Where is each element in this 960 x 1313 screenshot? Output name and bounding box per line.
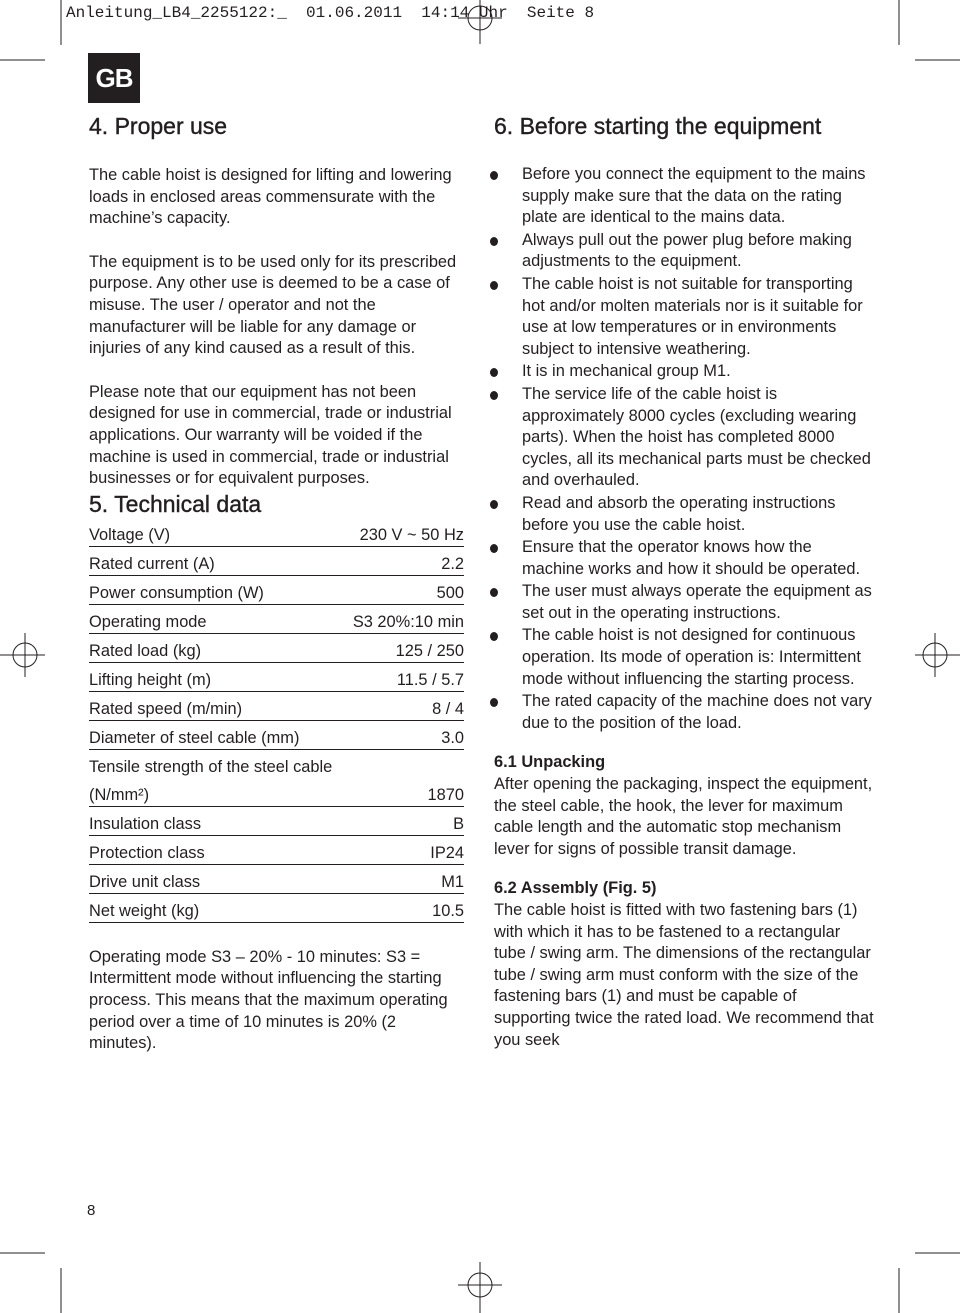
spec-value: S3 20%:10 min	[352, 612, 464, 631]
spec-row	[89, 750, 464, 778]
spec-label: Operating mode	[89, 612, 207, 631]
spec-value: 10.5	[432, 901, 464, 920]
spec-value: IP24	[430, 843, 464, 862]
spec-value: 11.5 / 5.7	[396, 670, 464, 689]
unpacking-title: 6.1 Unpacking	[494, 753, 606, 772]
spec-row	[89, 836, 464, 865]
unpacking-text: After opening the packaging, inspect the equipment, the steel cable, the hook, the lever for maximum cable length and the automatic stop mechanism lever for signs of possible transit damage.	[494, 775, 873, 858]
bullet-icon	[490, 544, 498, 553]
bullet-text: It is in mechanical group M1.	[522, 362, 731, 381]
spec-label: Voltage (V)	[89, 525, 171, 544]
section-4-title: 4. Proper use	[89, 113, 228, 139]
spec-value: 3.0	[441, 728, 464, 747]
bullet-icon	[490, 698, 498, 707]
spec-value: 230 V ~ 50 Hz	[359, 525, 464, 544]
registration-mark-left	[0, 633, 45, 677]
bullet-icon	[490, 632, 498, 641]
list-item	[494, 361, 874, 383]
spec-row	[89, 692, 464, 721]
list-item	[494, 493, 874, 536]
list-item	[494, 384, 874, 492]
page-number: 8	[87, 1202, 96, 1219]
spec-row	[89, 721, 464, 750]
spec-value: B	[453, 814, 464, 833]
spec-row	[89, 778, 464, 807]
spec-row	[89, 576, 464, 605]
list-item	[494, 625, 874, 690]
assembly-text: The cable hoist is fitted with two fastening bars (1) with which it has to be fastened to a rectangular tube / swing arm. The dimensions of the rectangular tube / swing arm must conform with the size of the fastening bars (1) and must be capable of supporting twice the rated load. We recommend that you seek	[494, 901, 874, 1049]
proper-use-paragraph-1: The cable hoist is designed for lifting and lowering loads in enclosed areas commensurate with the machine’s capacity.	[89, 166, 452, 228]
spec-value: M1	[441, 872, 464, 891]
bullet-text: The cable hoist is not suitable for transporting hot and/or molten materials nor is it suitable for use at low temperatures or in environments subject to intensive weathering.	[522, 274, 863, 358]
bullet-icon	[490, 588, 498, 597]
bullet-icon	[490, 500, 498, 509]
list-item	[494, 274, 874, 360]
spec-value: 2.2	[441, 554, 464, 573]
spec-value: 8 / 4	[432, 699, 464, 718]
bullet-icon	[490, 391, 498, 400]
spec-label: (N/mm²)	[89, 785, 150, 804]
spec-row	[89, 605, 464, 634]
spec-label: Tensile strength of the steel cable	[89, 757, 333, 776]
language-badge: GB	[88, 53, 140, 103]
registration-mark-bottom	[458, 1262, 502, 1313]
list-item	[494, 581, 874, 624]
spec-row	[89, 865, 464, 894]
right-column	[494, 112, 874, 1051]
spec-label: Net weight (kg)	[89, 901, 200, 920]
safety-bullet-list	[494, 164, 874, 734]
bullet-text: Ensure that the operator knows how the machine works and how it should be operated.	[522, 538, 861, 578]
spec-value: 1870	[427, 785, 464, 804]
spec-label: Rated current (A)	[89, 554, 215, 573]
technical-data-table	[89, 518, 464, 923]
section-5-title: 5. Technical data	[89, 490, 262, 517]
spec-row	[89, 547, 464, 576]
bullet-text: Before you connect the equipment to the mains supply make sure that the data on the rating plate are identical to the mains data.	[522, 165, 866, 227]
bullet-text: The user must always operate the equipment as set out in the operating instructions.	[522, 582, 872, 622]
spec-value: 500	[436, 583, 464, 602]
bullet-text: The rated capacity of the machine does not vary due to the position of the load.	[522, 692, 872, 732]
spec-label: Diameter of steel cable (mm)	[89, 728, 300, 747]
spec-row	[89, 663, 464, 692]
list-item	[494, 230, 874, 273]
operating-mode-note: Operating mode S3 – 20% - 10 minutes: S3 = Intermittent mode without influencing the starting process. This means that the maximum operating period over a time of 10 minutes is 20% (2 minutes).	[89, 947, 448, 1053]
bullet-text: Always pull out the power plug before making adjustments to the equipment.	[522, 230, 852, 271]
spec-label: Protection class	[89, 843, 205, 862]
spec-label: Rated load (kg)	[89, 641, 202, 660]
spec-label: Insulation class	[89, 814, 202, 833]
assembly-title: 6.2 Assembly (Fig. 5)	[494, 879, 657, 898]
spec-label: Lifting height (m)	[89, 670, 212, 689]
bullet-icon	[490, 368, 498, 377]
bullet-text: Read and absorb the operating instructions before you use the cable hoist.	[522, 493, 836, 534]
spec-label: Rated speed (m/min)	[89, 699, 243, 718]
spec-value: 125 / 250	[395, 641, 464, 660]
proper-use-paragraph-3: Please note that our equipment has not been designed for use in commercial, trade or industrial applications. Our warranty will be voided if the machine is used in commercial, trade or industrial businesses or for equivalent purposes.	[89, 382, 452, 488]
proper-use-paragraph-2: The equipment is to be used only for its prescribed purpose. Any other use is deemed to be a case of misuse. The user / operator and not the manufacturer will be liable for any damage or injuries of any kind caused as a result of this.	[89, 252, 457, 358]
spec-label: Power consumption (W)	[89, 583, 264, 602]
bullet-text: The service life of the cable hoist is approximately 8000 cycles (excluding wearing parts). When the hoist has completed 8000 cycles, all its mechanical parts must be checked and overhauled.	[522, 384, 871, 490]
list-item	[494, 164, 874, 229]
bullet-icon	[490, 237, 498, 246]
spec-row	[89, 807, 464, 836]
spec-label: Drive unit class	[89, 872, 201, 891]
spec-row	[89, 894, 464, 923]
print-header: Anleitung_LB4_2255122:_ 01.06.2011 14:14 Uhr Seite 8	[66, 4, 595, 22]
spec-row	[89, 634, 464, 663]
registration-mark-top	[458, 0, 502, 44]
registration-mark-right	[915, 633, 960, 677]
bullet-text: The cable hoist is not designed for continuous operation. Its mode of operation is: Intermittent mode without influencing the starting process.	[522, 626, 861, 688]
spec-row	[89, 518, 464, 547]
list-item	[494, 691, 874, 734]
list-item	[494, 537, 874, 580]
section-6-title: 6. Before starting the equipment	[494, 113, 822, 139]
bullet-icon	[490, 171, 498, 180]
bullet-icon	[490, 281, 498, 290]
left-column	[89, 112, 464, 1055]
